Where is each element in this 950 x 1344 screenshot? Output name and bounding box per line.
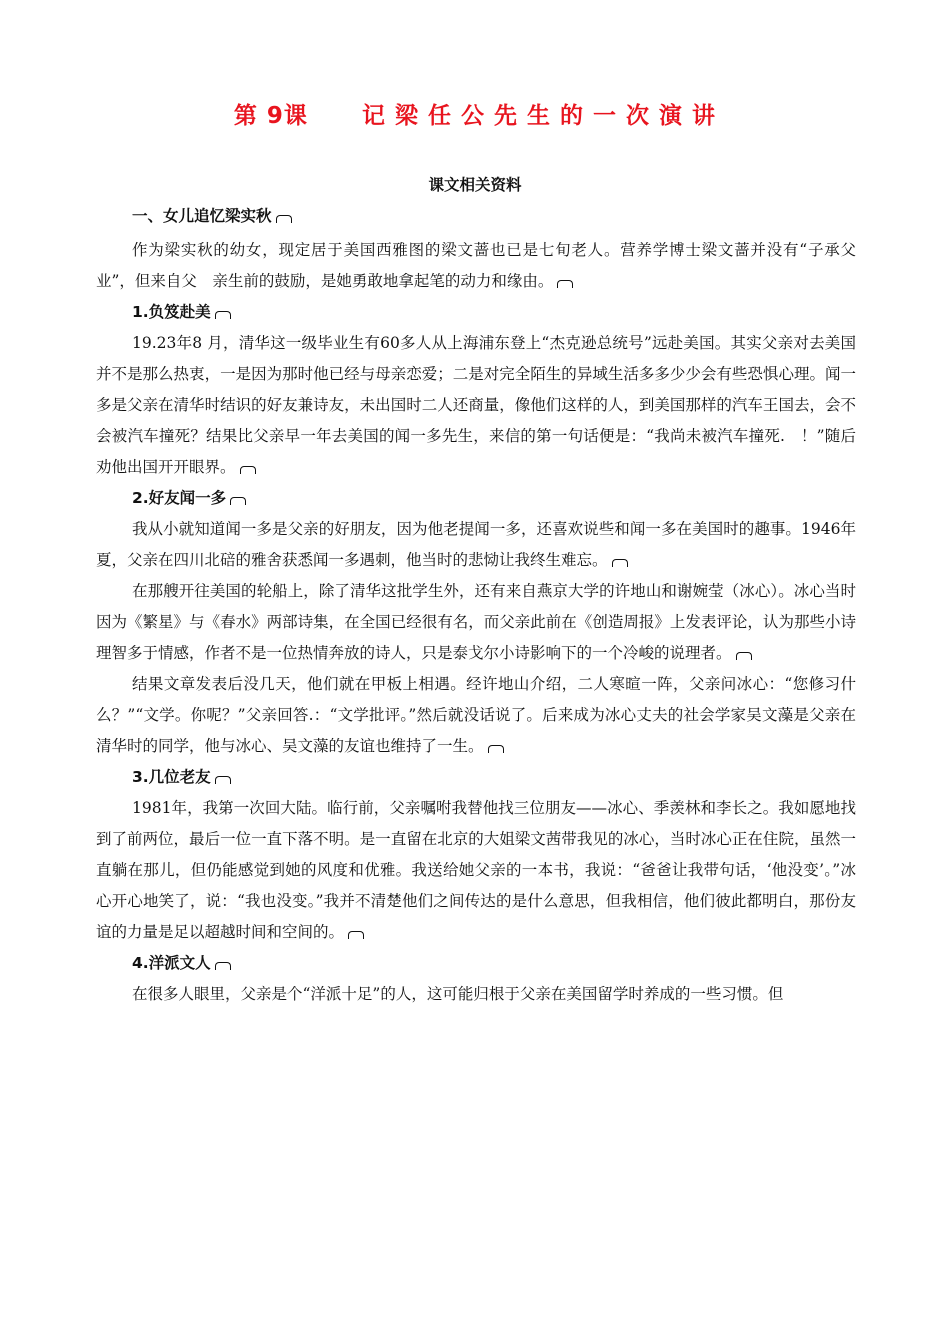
- paragraph: 1981年，我第一次回大陆。临行前，父亲嘱咐我替他找三位朋友——冰心、季羡林和李长之。我如愿地找到了前两位，最后一位一直下落不明。是一直留在北京的大姐梁文茜带我见的冰心，当时冰心正在住院，虽然一直躺在那儿，但仍能感觉到她的风度和优雅。我送给她父亲的一本书，我说：“爸爸让我带句话，‘他没变’。”冰心开心地笑了，说：“我也没变。”我并不清楚他们之间传达的是什么意思，但我相信，他们彼此都明白，那份友谊的力量是足以超越时间和空间的。: [96, 799, 856, 941]
- paragraph: 我从小就知道闻一多是父亲的好朋友，因为他老提闻一多，还喜欢说些和闻一多在美国时的趣事。1946年夏，父亲在四川北碚的雅舍获悉闻一多遇刺，他当时的悲恸让我终生难忘。: [96, 520, 856, 569]
- return-mark-icon: [736, 652, 752, 660]
- section-heading: 1.负笈赴美: [96, 297, 856, 328]
- return-mark-icon: [276, 215, 292, 223]
- lesson-title: 第 9课 记 梁 任 公 先 生 的 一 次 演 讲: [233, 103, 717, 129]
- return-mark-icon: [230, 497, 246, 505]
- section-heading: 2.好友闻一多: [96, 483, 856, 514]
- paragraph: 在很多人眼里，父亲是个“洋派十足”的人，这可能归根于父亲在美国留学时养成的一些习惯。但: [132, 985, 784, 1003]
- return-mark-icon: [348, 931, 364, 939]
- section-heading: 4.洋派文人: [96, 948, 856, 979]
- paragraph: 结果文章发表后没几天，他们就在甲板上相遇。经许地山介绍，二人寒暄一阵，父亲问冰心：“您修习什么？”“文学。你呢？”父亲回答.：“文学批评。”然后就没话说了。后来成为冰心丈夫的社会学家吴文藻是父亲在清华时的同学，他与冰心、吴文藻的友谊也维持了一生。: [96, 675, 856, 755]
- return-mark-icon: [240, 466, 256, 474]
- document-body: [96, 201, 856, 1010]
- return-mark-icon: [612, 559, 628, 567]
- return-mark-icon: [215, 311, 231, 319]
- paragraph: 在那艘开往美国的轮船上，除了清华这批学生外，还有来自燕京大学的许地山和谢婉莹（冰心）。冰心当时因为《繁星》与《春水》两部诗集，在全国已经很有名，而父亲此前在《创造周报》上发表评论，认为那些小诗理智多于情感，作者不是一位热情奔放的诗人，只是泰戈尔小诗影响下的一个冷峻的说理者。: [96, 582, 856, 662]
- return-mark-icon: [488, 745, 504, 753]
- section-heading: 3.几位老友: [96, 762, 856, 793]
- return-mark-icon: [557, 280, 573, 288]
- paragraph: 作为梁实秋的幼女，现定居于美国西雅图的梁文蔷也已是七旬老人。营养学博士梁文蔷并没有“子承父业”，但来自父 亲生前的鼓励，是她勇敢地拿起笔的动力和缘由。: [96, 241, 856, 290]
- return-mark-icon: [215, 962, 231, 970]
- section-heading: 一、女儿追忆梁实秋: [96, 201, 856, 232]
- section-subtitle: 课文相关资料: [428, 176, 522, 194]
- paragraph: 19.23年8 月，清华这一级毕业生有60多人从上海浦东登上“杰克逊总统号”远赴美国。其实父亲对去美国并不是那么热衷，一是因为那时他已经与母亲恋爱；二是对完全陌生的异域生活多多少少会有些恐惧心理。闻一多是父亲在清华时结识的好友兼诗友，未出国时二人还商量，像他们这样的人，到美国那样的汽车王国去，会不会被汽车撞死？结果比父亲早一年去美国的闻一多先生，来信的第一句话便是：“我尚未被汽车撞死. ！”随后劝他出国开开眼界。: [96, 334, 856, 476]
- return-mark-icon: [215, 776, 231, 784]
